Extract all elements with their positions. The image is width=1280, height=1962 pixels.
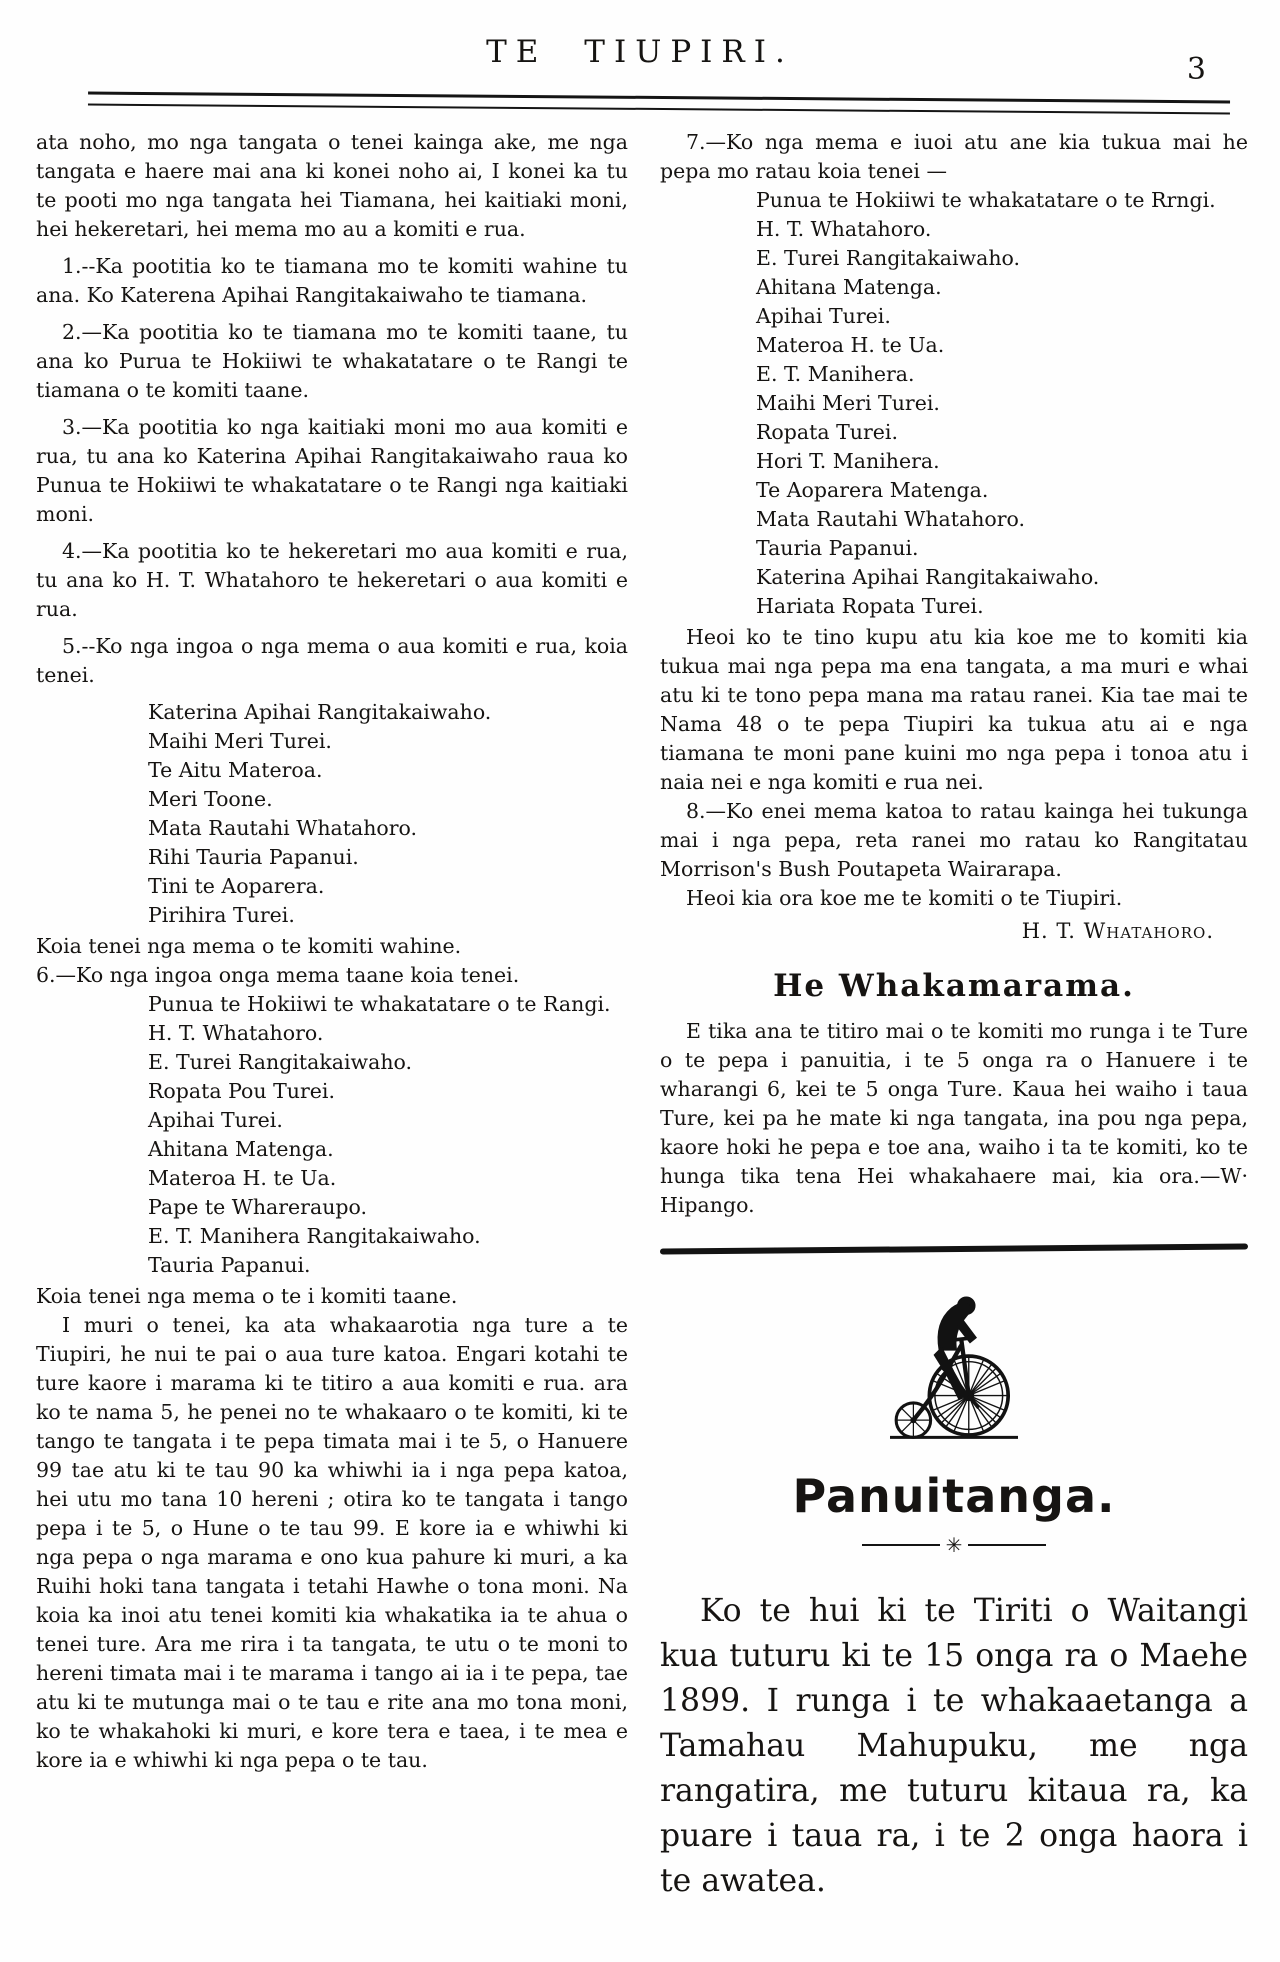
list-item: Mata Rautahi Whatahoro. [756,507,1026,531]
panuitanga-paragraph: Ko te hui ki te Tiriti o Waitangi kua tuturu ki te 15 onga ra o Maehe 1899. I runga i te whakaaetanga a Tamahau Mahupuku, me nga rangatira, me tuturu kitaua ra, ka puare i taua ra, i te 2 onga haora i te awatea. [660,1593,1248,1899]
list-item: Hariata Ropata Turei. [756,594,984,618]
list-item: E. Turei Rangitakaiwaho. [756,246,1021,270]
list-item: Katerina Apihai Rangitakaiwaho. [756,565,1100,589]
list-item: Apihai Turei. [148,1108,283,1132]
closing-discussion-paragraph: I muri o tenei, ka ata whakaarotia nga ture a te Tiupiri, he nui te pai o aua ture katoa. Engari kotahi te ture kaore i marama ki te titiro a aua komiti e rua. ara ko te nama 5, he penei no te whakaaro o te komiti, ki te tango te tangata i te pepa timata mai i te 5, o Hanuere 99 tae atu ki te tau 90 ka whiwhi ia i nga pepa katoa, hei utu mo tana 10 hereni ; otira ko te tangata i tango pepa i te 5, o Hune o te tau 99. E kore ia e whiwhi ki nga pepa o nga marama e ono kua pahure ki muri, a ka Ruihi hoki tana tangata i tetahi Hawhe o tona moni. Na koia ka inoi atu tenei komiti kia whakatika ia te ahua o tenei ture. Ara me rira i ta tangata, te utu o te moni to hereni timata mai i te marama i tango ai ia i te pepa, tae atu ki te mutunga mai o te tau e rite ana mo tona moni, ko te whakahoki ki muri, e kore tera e taea, i te mea e kore ia e whiwhi ki nga pepa o te tau. [36,1313,628,1772]
taane-list-footer: Koia tenei nga mema o te i komiti taane. [36,1284,458,1308]
list-item: Te Aitu Materoa. [148,758,323,782]
list-item: Materoa H. te Ua. [148,1166,337,1190]
resolution-7: 7.—Ko nga mema e iuoi atu ane kia tukua mai he pepa mo ratau koia tenei — [660,130,1248,183]
list-item: Rihi Tauria Papanui. [148,845,359,869]
intro-paragraph: ata noho, mo nga tangata o tenei kainga ake, me nga tangata e haere mai ana ki konei noho ai, I konei ka tu te pooti mo nga tangata hei Tiamana, hei kaitiaki moni, hei hekeretari, hei mema mo au a komiti e rua. [36,130,628,241]
list-item: Tini te Aoparera. [148,874,325,898]
star-divider [660,1535,1248,1555]
list-item: E. Turei Rangitakaiwaho. [148,1050,413,1074]
resolution-1: 1.--Ka pootitia ko te tiamana mo te komiti wahine tu ana. Ko Katerena Apihai Rangitakaiwaho te tiamana. [36,254,628,307]
list-item: Apihai Turei. [756,304,891,328]
list-item: Meri Toone. [148,787,273,811]
star-icon: ✳ [945,1533,963,1557]
list-item: E. T. Manihera. [756,362,915,386]
resolution-7-name-list [660,186,1248,621]
page-title: TE TIUPIRI. [486,34,794,70]
resolution-6: 6.—Ko nga ingoa onga mema taane koia tenei. [36,963,520,987]
penny-farthing-icon [879,1286,1029,1446]
resolution-3: 3.—Ka pootitia ko nga kaitiaki moni mo aua komiti e rua, tu ana ko Katerina Apihai Rangitakaiwaho raua ko Punua te Hokiiwi te whakatatare o te Rangi nga kaitiaki moni. [36,415,628,526]
illustration-wrap [660,1286,1248,1454]
list-item: Punua te Hokiiwi te whakatatare o te Rrngi. [756,188,1216,212]
whakamarama-heading: He Whakamarama. [773,968,1135,1004]
taane-committee-name-list [36,990,628,1280]
list-item: Punua te Hokiiwi te whakatatare o te Rangi. [148,992,611,1016]
resolution-2: 2.—Ka pootitia ko te tiamana mo te komiti taane, tu ana ko Purua te Hokiiwi te whakatatare o te Rangi te tiamana o te komiti taane. [36,320,628,402]
right-column [660,128,1248,1912]
section-rule [660,1243,1248,1254]
list-item: E. T. Manihera Rangitakaiwaho. [148,1224,481,1248]
list-item: Katerina Apihai Rangitakaiwaho. [148,700,492,724]
list-item: Te Aoparera Matenga. [756,478,989,502]
wahine-committee-name-list [36,698,628,930]
list-item: Hori T. Manihera. [756,449,940,473]
list-item: Maihi Meri Turei. [148,729,332,753]
panuitanga-heading: Panuitanga. [792,1469,1116,1523]
list-item: H. T. Whatahoro. [148,1021,324,1045]
list-item: Ropata Pou Turei. [148,1079,336,1103]
list-item: H. T. Whatahoro. [756,217,932,241]
masthead-double-rule [88,92,1230,115]
divider-bar-left [862,1544,940,1546]
resolution-5: 5.--Ko nga ingoa o nga mema o aua komiti e rua, koia tenei. [36,634,628,687]
list-item: Pape te Whareraupo. [148,1195,368,1219]
closing-salutation: Heoi kia ora koe me te komiti o te Tiupiri. [686,886,1123,910]
resolution-4: 4.—Ka pootitia ko te hekeretari mo aua komiti e rua, tu ana ko H. T. Whatahoro te hekeretari o aua komiti e rua. [36,539,628,621]
list-item: Ahitana Matenga. [148,1137,334,1161]
whakamarama-paragraph: E tika ana te titiro mai o te komiti mo runga i te Ture o te pepa i panuitia, i te 5 onga ra o Hanuere i te wharangi 6, kei te 5 onga Ture. Kaua hei waiho i taua Ture, kei pa he mate ki nga tangata, ina pou nga pepa, kaore hoki he pepa e toe ana, waiho i ta te komiti, ko te hunga tika tena Hei whakahaere mai, kia ora.—W· Hipango. [660,1019,1248,1217]
list-item: Materoa H. te Ua. [756,333,945,357]
signature-whatahoro: H. T. Whatahoro. [1021,919,1214,943]
list-item: Tauria Papanui. [148,1253,311,1277]
list-item: Ropata Turei. [756,420,898,444]
heoi-paragraph: Heoi ko te tino kupu atu kia koe me to komiti kia tukua mai nga pepa ma ena tangata, a ma muri e whai atu ki te tono pepa mana ma ratau ranei. Kia tae mai te Nama 48 o te pepa Tiupiri ka tukua atu ai e nga tiamana te moni pane kuini mo nga pepa i tonoa atu i naia nei e nga komiti e rua nei. [660,625,1248,794]
list-item: Ahitana Matenga. [756,275,942,299]
list-item: Pirihira Turei. [148,903,295,927]
resolution-8: 8.—Ko enei mema katoa to ratau kainga hei tukunga mai i nga pepa, reta ranei mo ratau ko Rangitatau Morrison's Bush Poutapeta Wairarapa. [660,799,1248,881]
divider-bar-right [968,1544,1046,1546]
page-number: 3 [1186,52,1206,87]
list-item: Maihi Meri Turei. [756,391,940,415]
list-item: Mata Rautahi Whatahoro. [148,816,418,840]
left-column [36,128,628,1783]
list-item: Tauria Papanui. [756,536,919,560]
wahine-list-footer: Koia tenei nga mema o te komiti wahine. [36,934,462,958]
